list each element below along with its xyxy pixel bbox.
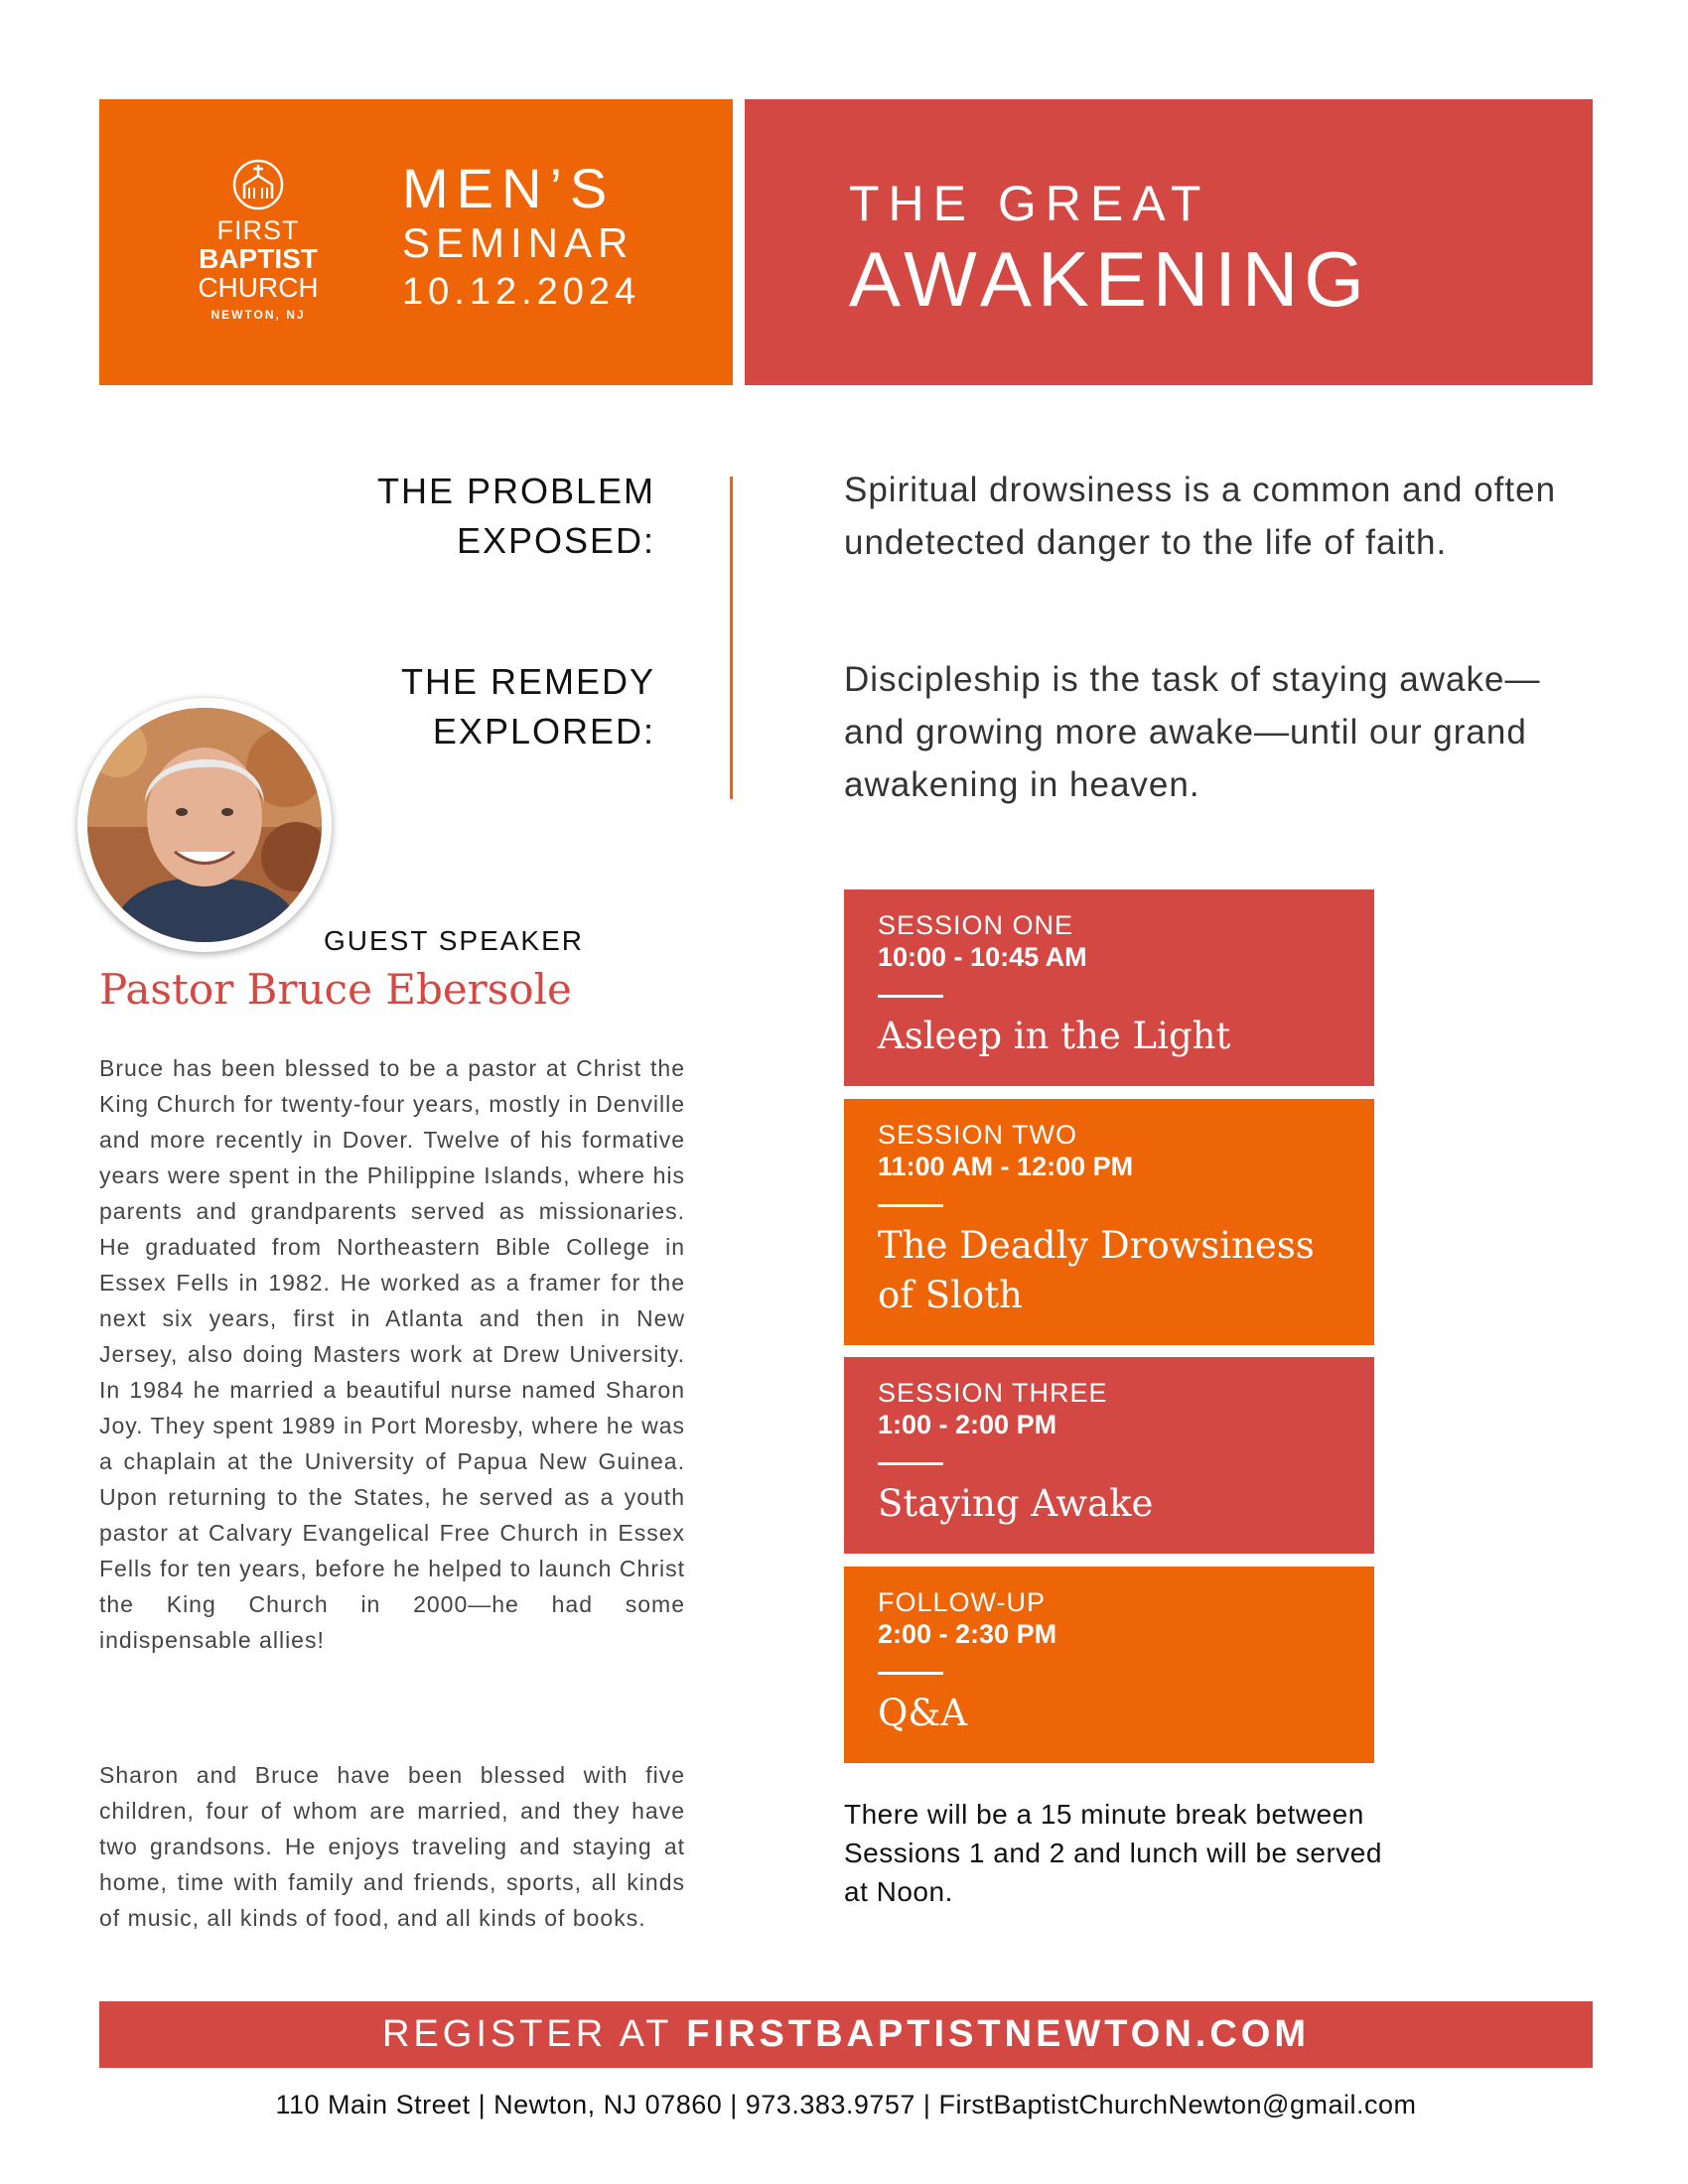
session-time: 2:00 - 2:30 PM [878,1619,1057,1649]
remedy-label-line1: THE REMEDY [400,661,655,702]
register-prefix: REGISTER AT [381,2013,672,2055]
logo-church: CHURCH [198,272,319,303]
logo-baptist: BAPTIST [199,243,318,274]
session-card-two [844,1099,1374,1345]
vertical-divider [730,477,733,799]
session-card-follow-up [844,1567,1374,1763]
session-label: FOLLOW-UP [878,1587,1047,1617]
remedy-text: Discipleship is the task of staying awake—and growing more awake—until our grand awakening in heaven. [844,660,1541,804]
problem-label [298,467,655,566]
remedy-label [298,657,655,756]
speaker-name: Pastor Bruce Ebersole [99,965,572,1014]
session-rule [878,1462,943,1465]
session-time: 1:00 - 2:00 PM [878,1410,1057,1439]
speaker-portrait-icon [87,708,322,942]
event-seminar: SEMINAR [402,219,634,266]
session-title: Asleep in the Light [878,1015,1231,1057]
session-time: 11:00 AM - 12:00 PM [878,1152,1134,1181]
session-title: The Deadly Drowsiness of Sloth [878,1224,1315,1316]
speaker-photo [87,708,322,942]
church-emblem-icon [230,159,286,210]
session-rule [878,1672,943,1675]
session-rule [878,995,943,998]
problem-label-line1: THE PROBLEM [376,471,655,511]
session-label: SESSION THREE [878,1378,1108,1408]
session-label: SESSION TWO [878,1120,1078,1150]
session-title: Staying Awake [878,1482,1154,1525]
session-rule [878,1204,943,1207]
session-title: Q&A [878,1692,967,1734]
header-red-block [745,99,1593,385]
session-time: 10:00 - 10:45 AM [878,942,1087,972]
remedy-label-line2: EXPLORED: [432,711,655,751]
speaker-bio-paragraph-2: Sharon and Bruce have been blessed with five children, four of whom are married, and they have two grandsons. He enjoys traveling and staying at home, time with family and friends, sports, all kinds of music, all kinds of food, and all kinds of books. [99,1762,685,1931]
event-mens: MEN’S [402,157,616,219]
problem-text: Spiritual drowsiness is a common and often undetected danger to the life of faith. [844,471,1557,562]
register-banner [99,2001,1593,2068]
event-date: 10.12.2024 [402,271,641,313]
title-awakening: AWAKENING [849,235,1370,323]
guest-speaker-label: GUEST SPEAKER [324,925,585,956]
speaker-bio-paragraph-1: Bruce has been blessed to be a pastor at Christ the King Church for twenty-four years, mostly in Denville and more recently in Dover. Twelve of his formative years were spent in the Philippine Islands, where his parents and grandparents served as missionaries. He graduated from Northeastern Bible College in Essex Fells in 1982. He worked as a framer for the next six years, first in Atlanta and then in New Jersey, also doing Masters work at Drew University. In 1984 he married a beautiful nurse named Sharon Joy. They spent 1989 in Port Moresby, where he was a chaplain at the University of Papua New Guinea. Upon returning to the States, he served as a youth pastor at Calvary Evangelical Free Church in Essex Fells for ten years, before he helped to launch Christ the King Church in 2000—he had some indispensable allies! [99,1055,685,1653]
logo-first: FIRST [216,215,300,245]
header-orange-block [99,99,733,385]
break-note: There will be a 15 minute break between Sessions 1 and 2 and lunch will be served at Noon. [844,1799,1382,1907]
session-label: SESSION ONE [878,910,1074,940]
event-heading [402,159,640,316]
session-card-three [844,1357,1374,1554]
session-card-one [844,889,1374,1086]
church-logo [159,159,357,322]
contact-info: 110 Main Street | Newton, NJ 07860 | 973.383.9757 | FirstBaptistChurchNewton@gmail.com [275,2090,1417,2119]
title-the-great: THE GREAT [849,176,1210,231]
logo-location: NEWTON, NJ [211,308,306,322]
register-url[interactable]: FIRSTBAPTISTNEWTON.COM [686,2013,1311,2055]
problem-label-line2: EXPOSED: [456,520,655,561]
